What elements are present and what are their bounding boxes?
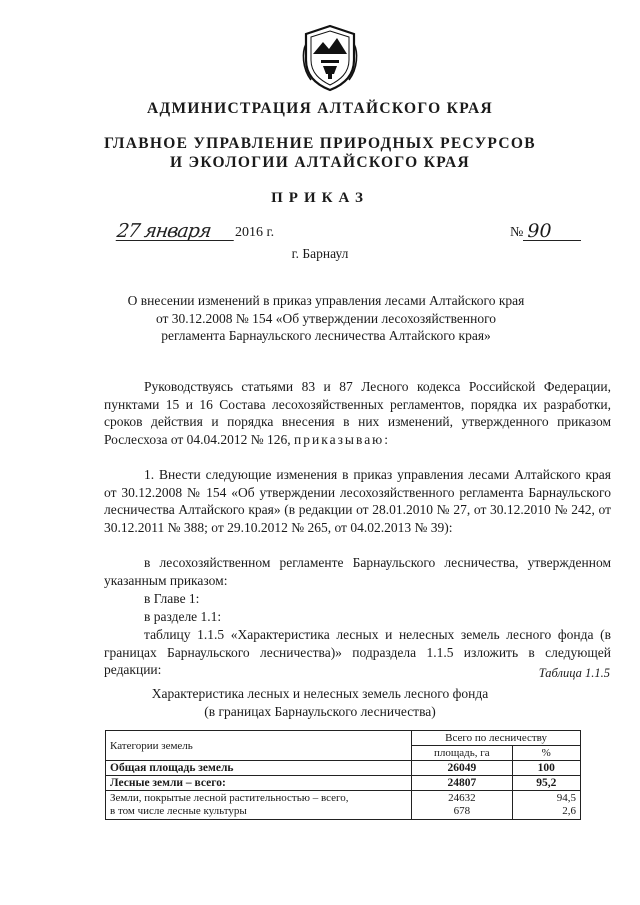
paragraph-section: [104, 608, 611, 626]
order-year: 2016 г.: [235, 225, 275, 240]
handwritten-number: 90: [523, 222, 581, 241]
table-row: [106, 761, 581, 776]
order-title: [96, 292, 556, 345]
row-name: Общая площадь земель: [106, 761, 412, 776]
regulation-text: в лесохозяйственном регламенте Барнаульского лесничества, утвержденном указанным приказом:: [104, 555, 611, 588]
section-text: в разделе 1.1:: [144, 609, 222, 624]
chapter-text: в Главе 1:: [144, 591, 200, 606]
row-name: в том числе лесные культуры: [110, 805, 247, 817]
row-area: 26049: [412, 761, 512, 776]
header-category: Категории земель: [106, 731, 412, 761]
row-name: Земли, покрытые лесной растительностью – всего,: [110, 792, 349, 804]
paragraph-item-1: [104, 466, 611, 537]
table-header-row: [106, 731, 581, 746]
order-date: [117, 222, 282, 241]
row-name-multiline: [106, 791, 412, 820]
handwritten-date: 27 января: [116, 222, 237, 241]
table-change-text: таблицу 1.1.5 «Характеристика лесных и нелесных земель лесного фонда (в границах Барнаульского лесничества)» подраздела 1.1.5 изложить в следующей редакции:: [104, 627, 611, 678]
document-type-heading: ПРИКАЗ: [271, 190, 369, 206]
row-percent: 2,6: [562, 805, 576, 817]
table-caption: Таблица 1.1.5: [538, 666, 610, 680]
order-word: приказываю:: [294, 432, 391, 448]
paragraph-table-change: [104, 626, 611, 679]
row-area: 24807: [412, 776, 512, 791]
row-area: 678: [453, 805, 471, 817]
row-area: 24632: [448, 792, 476, 804]
land-characteristics-table: [105, 730, 581, 820]
coat-of-arms-emblem: [299, 24, 361, 92]
row-area-multiline: [412, 791, 512, 820]
table-title-line2: (в границах Барнаульского лесничества): [204, 704, 436, 719]
title-line2: от 30.12.2008 № 154 «Об утверждении лесохозяйственного: [155, 310, 497, 326]
basis-text: Руководствуясь статьями 83 и 87 Лесного кодекса Российской Федерации, пунктами 15 и 16 Состава лесохозяйственных регламентов, порядка их разработки, сроков действия и порядка внесения в них изменений, утвержденного приказом Рослесхоза от 04.04.2012 № 126,: [104, 379, 611, 448]
paragraph-chapter: [104, 590, 611, 608]
department-heading-line2: И ЭКОЛОГИИ АЛТАЙСКОГО КРАЯ: [169, 154, 471, 171]
table-row: [106, 791, 581, 820]
header-total: Всего по лесничеству: [412, 731, 581, 746]
table-title-line1: Характеристика лесных и нелесных земель лесного фонда: [151, 686, 489, 701]
header-area: площадь, га: [412, 746, 512, 761]
order-number: [510, 222, 581, 241]
header-percent: %: [512, 746, 581, 761]
title-line3: регламента Барнаульского лесничества Алтайского края»: [161, 328, 491, 343]
city: г. Барнаул: [291, 246, 349, 261]
row-percent: 94,5: [556, 792, 576, 804]
paragraph-regulation: [104, 554, 611, 589]
row-percent: 100: [512, 761, 581, 776]
item-1-text: 1. Внести следующие изменения в приказ управления лесами Алтайского края от 30.12.2008 № 154 «Об утверждении лесохозяйственного регламента Барнаульского лесничества Алтайского края» (в редакции от 28.01.2010 № 27, от 30.12.2010 № 242, от 30.12.2011 № 388; от 29.10.2012 № 265, от 04.02.2013 № 39):: [104, 467, 611, 536]
table-row: [106, 776, 581, 791]
row-name: Лесные земли – всего:: [106, 776, 412, 791]
title-line1: О внесении изменений в приказ управления лесами Алтайского края: [127, 293, 525, 308]
row-percent-multiline: [512, 791, 581, 820]
paragraph-basis: [104, 378, 611, 449]
row-percent: 95,2: [512, 776, 581, 791]
number-sign: №: [510, 225, 524, 240]
administration-heading: АДМИНИСТРАЦИЯ АЛТАЙСКОГО КРАЯ: [147, 100, 493, 117]
department-heading-line1: ГЛАВНОЕ УПРАВЛЕНИЕ ПРИРОДНЫХ РЕСУРСОВ: [104, 135, 536, 152]
